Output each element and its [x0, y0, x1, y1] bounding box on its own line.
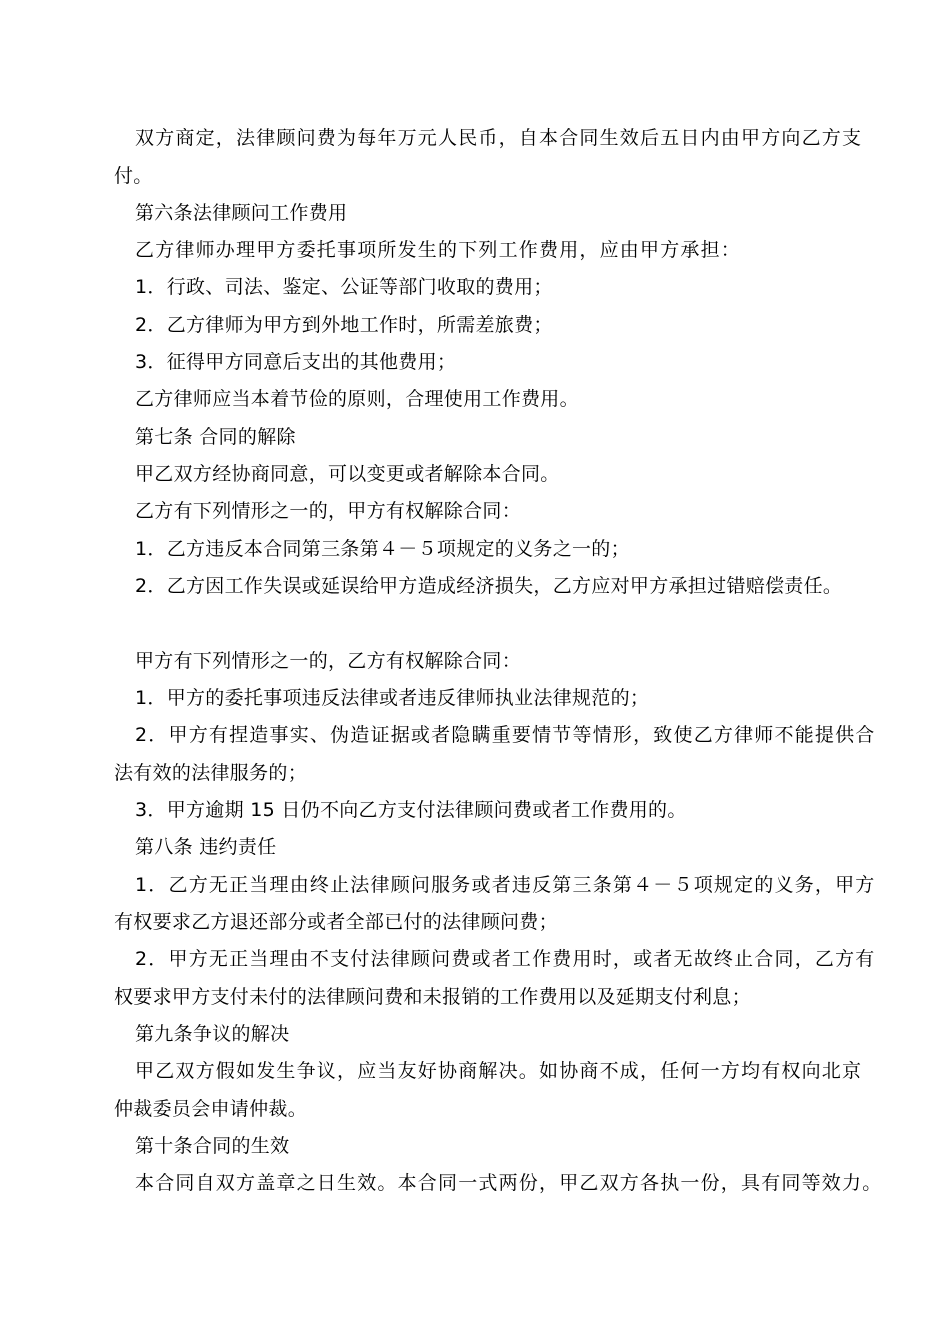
article-9-text-line-1: 甲乙双方假如发生争议，应当友好协商解决。如协商不成，任何一方均有权向北京 — [135, 1060, 863, 1082]
article-7-party-a-item-1: 1．甲方的委托事项违反法律或者违反律师执业法律规范的； — [135, 687, 650, 709]
article-7-heading: 第七条 合同的解除 — [135, 426, 296, 448]
article-9-text-line-2: 仲裁委员会申请仲裁。 — [114, 1098, 308, 1120]
article-10-heading: 第十条合同的生效 — [135, 1135, 290, 1157]
article-6-item-2: 2．乙方律师为甲方到外地工作时，所需差旅费； — [135, 314, 553, 336]
article-8-item-2-line-2: 权要求甲方支付未付的法律顾问费和未报销的工作费用以及延期支付利息； — [114, 986, 751, 1008]
article-6-closing: 乙方律师应当本着节俭的原则，合理使用工作费用。 — [135, 388, 579, 410]
article-6-item-1: 1．行政、司法、鉴定、公证等部门收取的费用； — [135, 276, 553, 298]
article-7-party-b-cases: 乙方有下列情形之一的，甲方有权解除合同： — [135, 500, 522, 522]
article-6-intro: 乙方律师办理甲方委托事项所发生的下列工作费用，应由甲方承担： — [135, 239, 742, 261]
article-7-party-a-item-3: 3．甲方逾期 15 日仍不向乙方支付法律顾问费或者工作费用的。 — [135, 799, 687, 821]
article-7-intro: 甲乙双方经协商同意，可以变更或者解除本合同。 — [135, 463, 560, 485]
fee-paragraph-line-2: 付。 — [114, 165, 153, 187]
article-7-party-b-item-1: 1．乙方违反本合同第三条第４－５项规定的义务之一的； — [135, 538, 630, 560]
article-8-item-2-line-1: 2．甲方无正当理由不支付法律顾问费或者工作费用时，或者无故终止合同，乙方有 — [135, 948, 876, 970]
article-8-item-1-line-1: 1．乙方无正当理由终止法律顾问服务或者违反第三条第４－５项规定的义务，甲方 — [135, 874, 876, 896]
article-9-heading: 第九条争议的解决 — [135, 1023, 290, 1045]
article-7-party-a-item-2-line-2: 法有效的法律服务的； — [114, 762, 308, 784]
article-6-heading: 第六条法律顾问工作费用 — [135, 202, 348, 224]
article-6-item-3: 3．征得甲方同意后支出的其他费用； — [135, 351, 457, 373]
article-7-party-b-item-2: 2．乙方因工作失误或延误给甲方造成经济损失，乙方应对甲方承担过错赔偿责任。 — [135, 575, 843, 597]
fee-paragraph-line-1: 双方商定，法律顾问费为每年万元人民币，自本合同生效后五日内由甲方向乙方支 — [135, 127, 863, 149]
article-10-text: 本合同自双方盖章之日生效。本合同一式两份，甲乙双方各执一份，具有同等效力。 — [135, 1172, 883, 1194]
article-7-party-a-cases: 甲方有下列情形之一的，乙方有权解除合同： — [135, 650, 522, 672]
article-7-party-a-item-2-line-1: 2．甲方有捏造事实、伪造证据或者隐瞒重要情节等情形，致使乙方律师不能提供合 — [135, 724, 876, 746]
article-8-item-1-line-2: 有权要求乙方退还部分或者全部已付的法律顾问费； — [114, 911, 558, 933]
article-8-heading: 第八条 违约责任 — [135, 836, 277, 858]
